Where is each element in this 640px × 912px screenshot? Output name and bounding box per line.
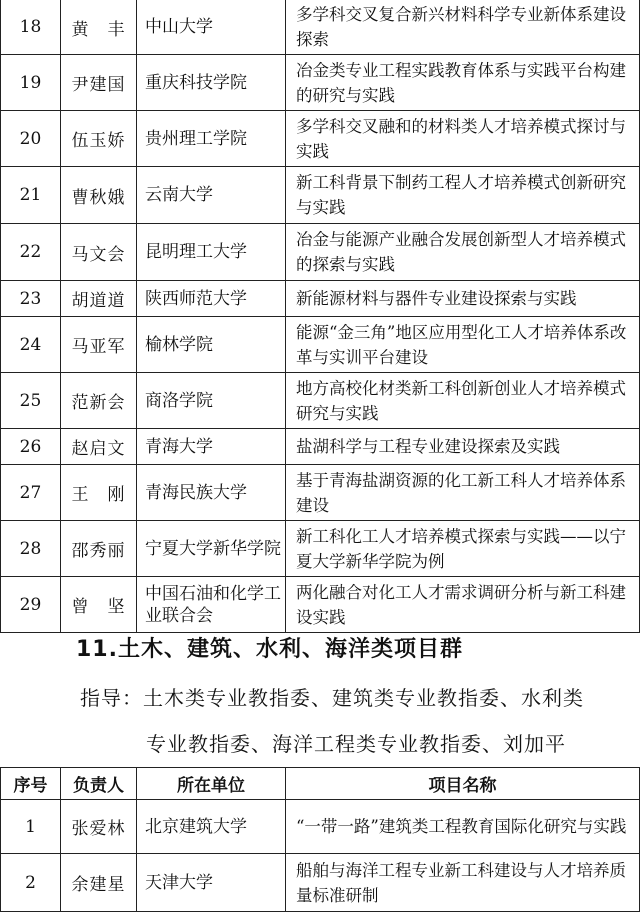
section-heading: 11.土木、建筑、水利、海洋类项目群 [76, 637, 463, 662]
leader-name: 范新会 [61, 373, 137, 429]
institution: 榆林学院 [137, 317, 286, 373]
project-title: 盐湖科学与工程专业建设探索及实践 [286, 429, 640, 465]
institution: 宁夏大学新华学院 [137, 521, 286, 577]
header-number: 序号 [1, 768, 61, 800]
leader-name: 马亚军 [61, 317, 137, 373]
table-row [1, 281, 640, 317]
leader-name: 胡道道 [61, 281, 137, 317]
project-title: 基于青海盐湖资源的化工新工科人才培养体系建设 [286, 465, 640, 521]
leader-name: 黄 丰 [61, 0, 137, 55]
table-row [1, 465, 640, 521]
table-row [1, 521, 640, 577]
project-table-civil [0, 767, 640, 912]
project-title: 地方高校化材类新工科创新创业人才培养模式研究与实践 [286, 373, 640, 429]
leader-name: 张爱林 [61, 800, 137, 854]
row-number: 26 [1, 429, 61, 465]
row-number: 23 [1, 281, 61, 317]
project-title: 多学科交叉复合新兴材料科学专业新体系建设探索 [286, 0, 640, 55]
header-project-title: 项目名称 [286, 768, 640, 800]
project-title: 新能源材料与器件专业建设探索与实践 [286, 281, 640, 317]
table-row [1, 317, 640, 373]
table-row [1, 373, 640, 429]
institution: 青海大学 [137, 429, 286, 465]
row-number: 27 [1, 465, 61, 521]
row-number: 21 [1, 167, 61, 224]
leader-name: 王 刚 [61, 465, 137, 521]
project-title: 两化融合对化工人才需求调研分析与新工科建设实践 [286, 577, 640, 633]
project-title: 冶金类专业工程实践教育体系与实践平台构建的研究与实践 [286, 55, 640, 111]
institution: 贵州理工学院 [137, 111, 286, 167]
institution: 陕西师范大学 [137, 281, 286, 317]
leader-name: 余建星 [61, 854, 137, 912]
row-number: 1 [1, 800, 61, 854]
leader-name: 马文会 [61, 224, 137, 281]
table-row [1, 800, 640, 854]
institution: 青海民族大学 [137, 465, 286, 521]
row-number: 22 [1, 224, 61, 281]
project-title: 多学科交叉融和的材料类人才培养模式探讨与实践 [286, 111, 640, 167]
project-title: 新工科化工人才培养模式探索与实践——以宁夏大学新华学院为例 [286, 521, 640, 577]
row-number: 18 [1, 0, 61, 55]
institution: 昆明理工大学 [137, 224, 286, 281]
institution: 云南大学 [137, 167, 286, 224]
project-title: 新工科背景下制药工程人才培养模式创新研究与实践 [286, 167, 640, 224]
leader-name: 伍玉娇 [61, 111, 137, 167]
table-header-row [1, 768, 640, 800]
row-number: 19 [1, 55, 61, 111]
leader-name: 赵启文 [61, 429, 137, 465]
leader-name: 邵秀丽 [61, 521, 137, 577]
table-row [1, 167, 640, 224]
institution: 中国石油和化学工业联合会 [137, 577, 286, 633]
table-row [1, 55, 640, 111]
header-institution: 所在单位 [137, 768, 286, 800]
table-row [1, 429, 640, 465]
institution: 北京建筑大学 [137, 800, 286, 854]
table-row [1, 854, 640, 912]
row-number: 24 [1, 317, 61, 373]
project-title: 能源“金三角”地区应用型化工人才培养体系改革与实训平台建设 [286, 317, 640, 373]
project-title: “一带一路”建筑类工程教育国际化研究与实践 [286, 800, 640, 854]
row-number: 25 [1, 373, 61, 429]
row-number: 29 [1, 577, 61, 633]
leader-name: 尹建国 [61, 55, 137, 111]
row-number: 2 [1, 854, 61, 912]
institution: 商洛学院 [137, 373, 286, 429]
table-row [1, 111, 640, 167]
institution: 天津大学 [137, 854, 286, 912]
institution: 重庆科技学院 [137, 55, 286, 111]
row-number: 20 [1, 111, 61, 167]
table-row [1, 224, 640, 281]
row-number: 28 [1, 521, 61, 577]
header-leader: 负责人 [61, 768, 137, 800]
institution: 中山大学 [137, 0, 286, 55]
table-row [1, 577, 640, 633]
table-row [1, 0, 640, 55]
project-title: 船舶与海洋工程专业新工科建设与人才培养质量标准研制 [286, 854, 640, 912]
guidance-line-1: 指导：土木类专业教指委、建筑类专业教指委、水利类 [80, 686, 584, 710]
leader-name: 曾 坚 [61, 577, 137, 633]
guidance-line-2: 专业教指委、海洋工程类专业教指委、刘加平 [146, 732, 566, 756]
leader-name: 曹秋娥 [61, 167, 137, 224]
project-title: 冶金与能源产业融合发展创新型人才培养模式的探索与实践 [286, 224, 640, 281]
